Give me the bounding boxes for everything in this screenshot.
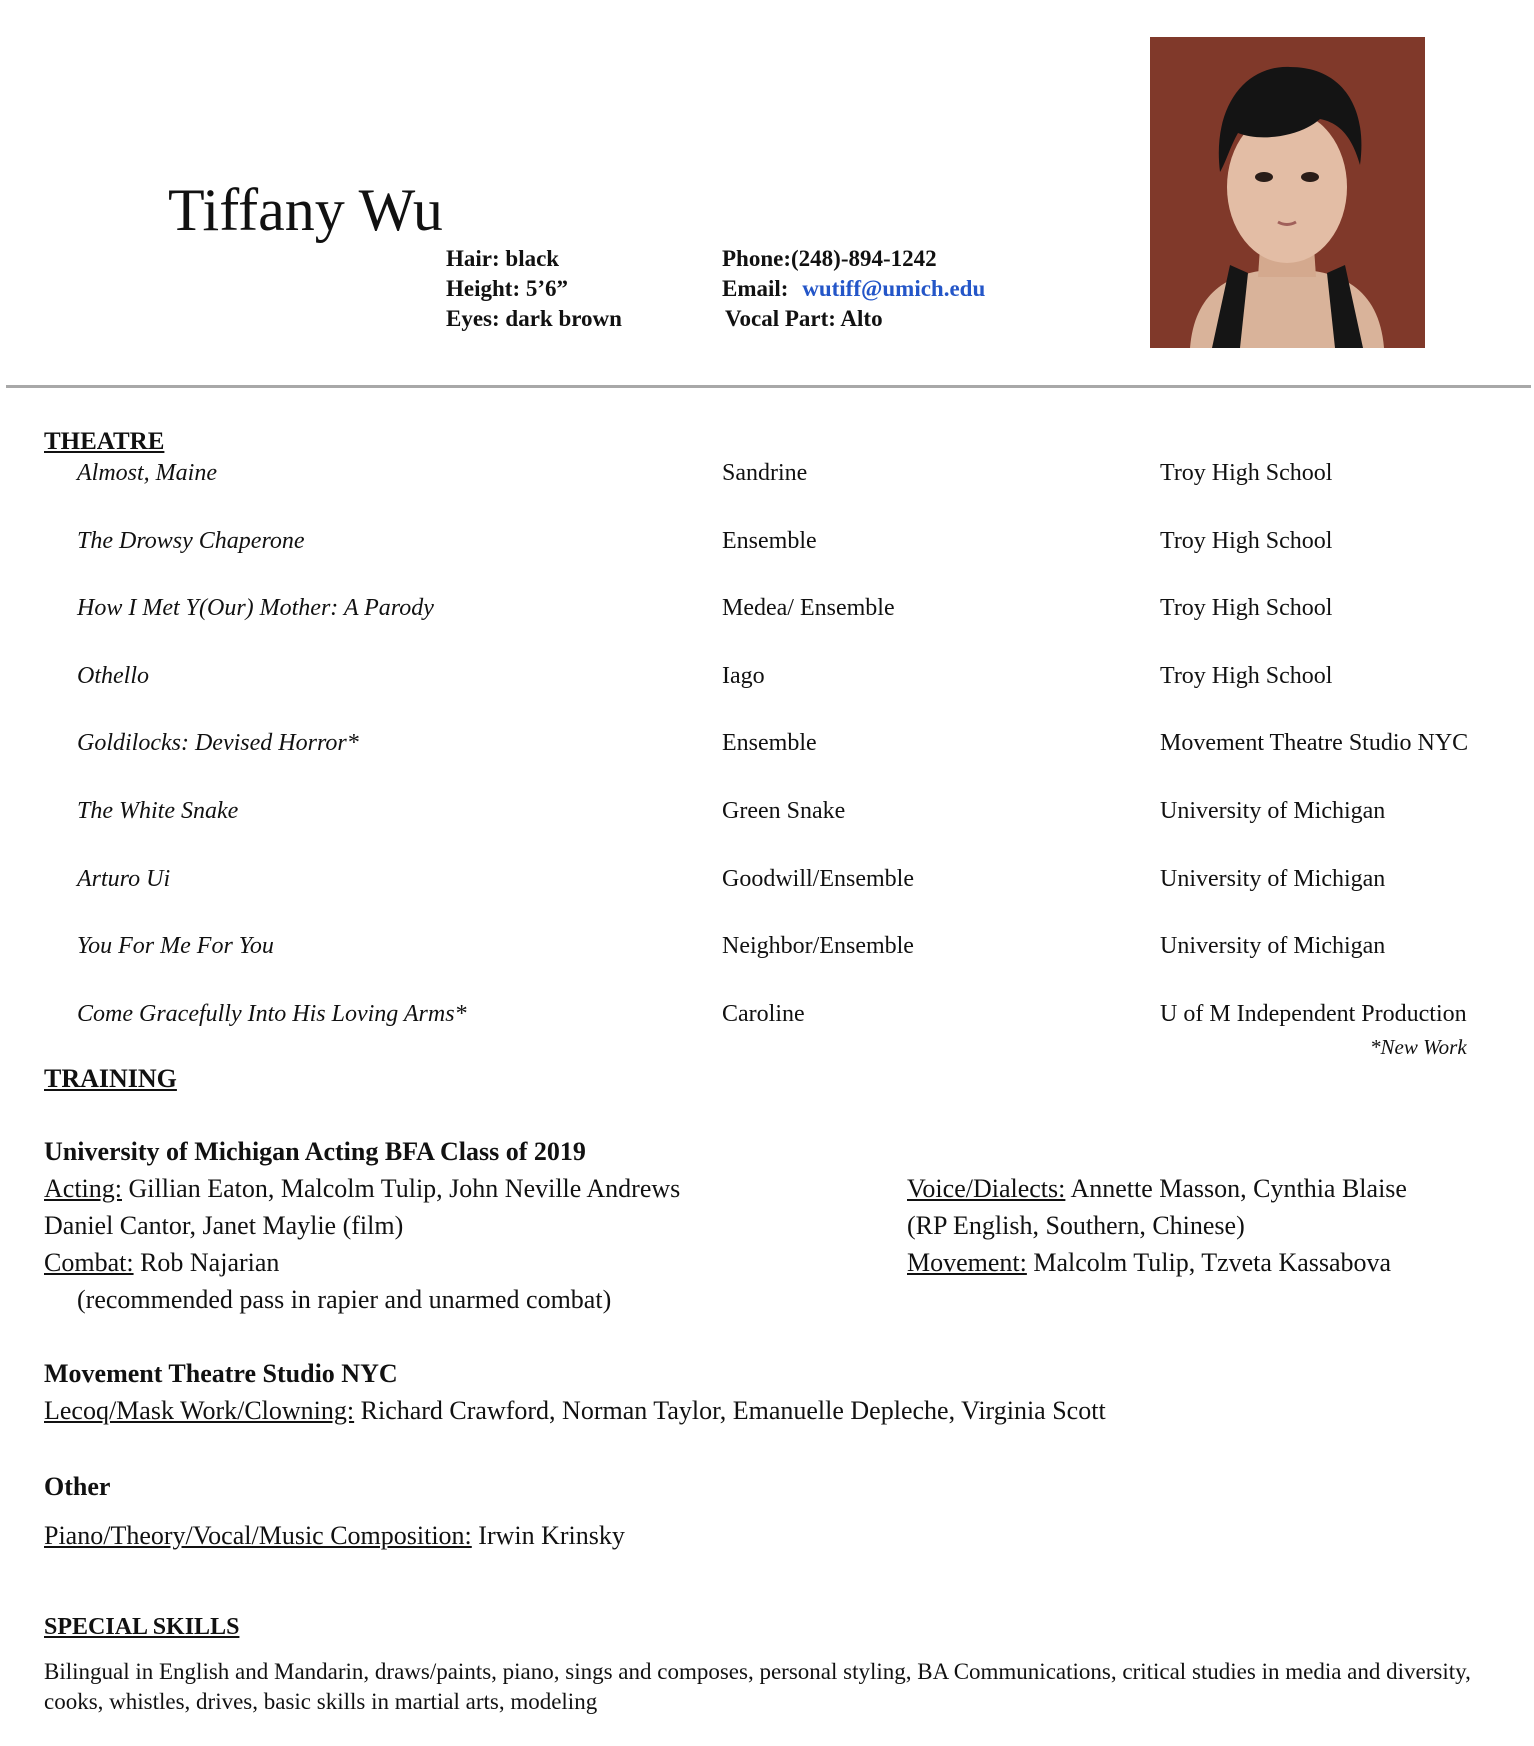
- actor-name: Tiffany Wu: [168, 177, 443, 243]
- stats-block: [446, 244, 622, 334]
- headshot-portrait: [1150, 37, 1425, 348]
- skills-text: Bilingual in English and Mandarin, draws/paints, piano, sings and composes, personal styling, BA Communications, critical studies in media and diversity, cooks, whistles, drives, basic skills in martial arts, modeling: [44, 1659, 1471, 1714]
- theatre-role: Goodwill/Ensemble: [722, 866, 914, 892]
- other-line: [44, 1517, 625, 1554]
- combat-line: [44, 1244, 680, 1281]
- theatre-venue: Troy High School: [1160, 663, 1333, 689]
- theatre-show-title: Come Gracefully Into His Loving Arms*: [77, 1001, 467, 1027]
- mts-label: Lecoq/Mask Work/Clowning:: [44, 1396, 355, 1425]
- email-line: [722, 274, 985, 304]
- voice-teachers: Annette Masson, Cynthia Blaise: [1065, 1174, 1407, 1203]
- hair-stat: Hair: black: [446, 246, 560, 271]
- theatre-show-title: How I Met Y(Our) Mother: A Parody: [77, 595, 434, 621]
- theatre-venue: Troy High School: [1160, 460, 1333, 486]
- voice-line: [907, 1170, 1407, 1207]
- umich-training-left: [44, 1133, 680, 1318]
- theatre-role: Ensemble: [722, 730, 817, 756]
- voice-label: Voice/Dialects:: [907, 1174, 1066, 1203]
- theatre-venue: U of M Independent Production: [1160, 1001, 1467, 1027]
- mts-teachers: Richard Crawford, Norman Taylor, Emanuelle Depleche, Virginia Scott: [354, 1396, 1106, 1425]
- acting-label: Acting:: [44, 1174, 122, 1203]
- other-heading: Other: [44, 1472, 111, 1501]
- height-stat: Height: 5’6”: [446, 276, 569, 301]
- phone-line: Phone:(248)-894-1242: [722, 246, 937, 271]
- theatre-venue: Troy High School: [1160, 528, 1333, 554]
- mts-heading: Movement Theatre Studio NYC: [44, 1359, 398, 1388]
- eyes-stat: Eyes: dark brown: [446, 306, 622, 331]
- theatre-role: Ensemble: [722, 528, 817, 554]
- mts-training: [44, 1355, 1106, 1429]
- theatre-venue: University of Michigan: [1160, 933, 1386, 959]
- combat-teacher: Rob Najarian: [133, 1248, 280, 1277]
- theatre-show-title: Othello: [77, 663, 149, 689]
- theatre-venue: University of Michigan: [1160, 866, 1386, 892]
- other-teacher: Irwin Krinsky: [471, 1521, 625, 1550]
- headshot-photo: [1150, 37, 1425, 348]
- umich-training-right: [907, 1170, 1407, 1281]
- movement-teachers: Malcolm Tulip, Tzveta Kassabova: [1026, 1248, 1392, 1277]
- email-link[interactable]: wutiff@umich.edu: [802, 276, 986, 301]
- voice-continued: (RP English, Southern, Chinese): [907, 1211, 1245, 1240]
- skills-heading: SPECIAL SKILLS: [44, 1614, 240, 1640]
- combat-note: (recommended pass in rapier and unarmed combat): [77, 1285, 612, 1314]
- movement-line: [907, 1244, 1407, 1281]
- email-label: Email:: [722, 276, 789, 301]
- other-label: Piano/Theory/Vocal/Music Composition:: [44, 1521, 472, 1550]
- header-divider: [6, 385, 1531, 388]
- acting-continued: Daniel Cantor, Janet Maylie (film): [44, 1211, 404, 1240]
- acting-line: [44, 1170, 680, 1207]
- theatre-show-title: Goldilocks: Devised Horror*: [77, 730, 359, 756]
- combat-label: Combat:: [44, 1248, 134, 1277]
- theatre-show-title: You For Me For You: [77, 933, 274, 959]
- theatre-role: Sandrine: [722, 460, 808, 486]
- theatre-role: Iago: [722, 663, 765, 689]
- contact-block: [722, 244, 985, 334]
- theatre-show-title: The Drowsy Chaperone: [77, 528, 305, 554]
- acting-teachers: Gillian Eaton, Malcolm Tulip, John Neville Andrews: [122, 1174, 681, 1203]
- new-work-footnote: *New Work: [1370, 1035, 1467, 1059]
- theatre-role: Green Snake: [722, 798, 846, 824]
- theatre-venue: Troy High School: [1160, 595, 1333, 621]
- vocal-part: Vocal Part: Alto: [725, 306, 883, 331]
- mts-line: [44, 1392, 1106, 1429]
- theatre-role: Medea/ Ensemble: [722, 595, 895, 621]
- training-heading: TRAINING: [44, 1064, 177, 1093]
- movement-label: Movement:: [907, 1248, 1027, 1277]
- theatre-show-title: Arturo Ui: [77, 866, 171, 892]
- theatre-show-title: Almost, Maine: [77, 460, 217, 486]
- theatre-role: Caroline: [722, 1001, 805, 1027]
- other-training: [44, 1468, 625, 1554]
- theatre-show-title: The White Snake: [77, 798, 239, 824]
- theatre-venue: University of Michigan: [1160, 798, 1386, 824]
- theatre-heading: THEATRE: [44, 428, 165, 455]
- theatre-role: Neighbor/Ensemble: [722, 933, 914, 959]
- theatre-venue: Movement Theatre Studio NYC: [1160, 730, 1469, 756]
- umich-heading: University of Michigan Acting BFA Class of 2019: [44, 1137, 586, 1166]
